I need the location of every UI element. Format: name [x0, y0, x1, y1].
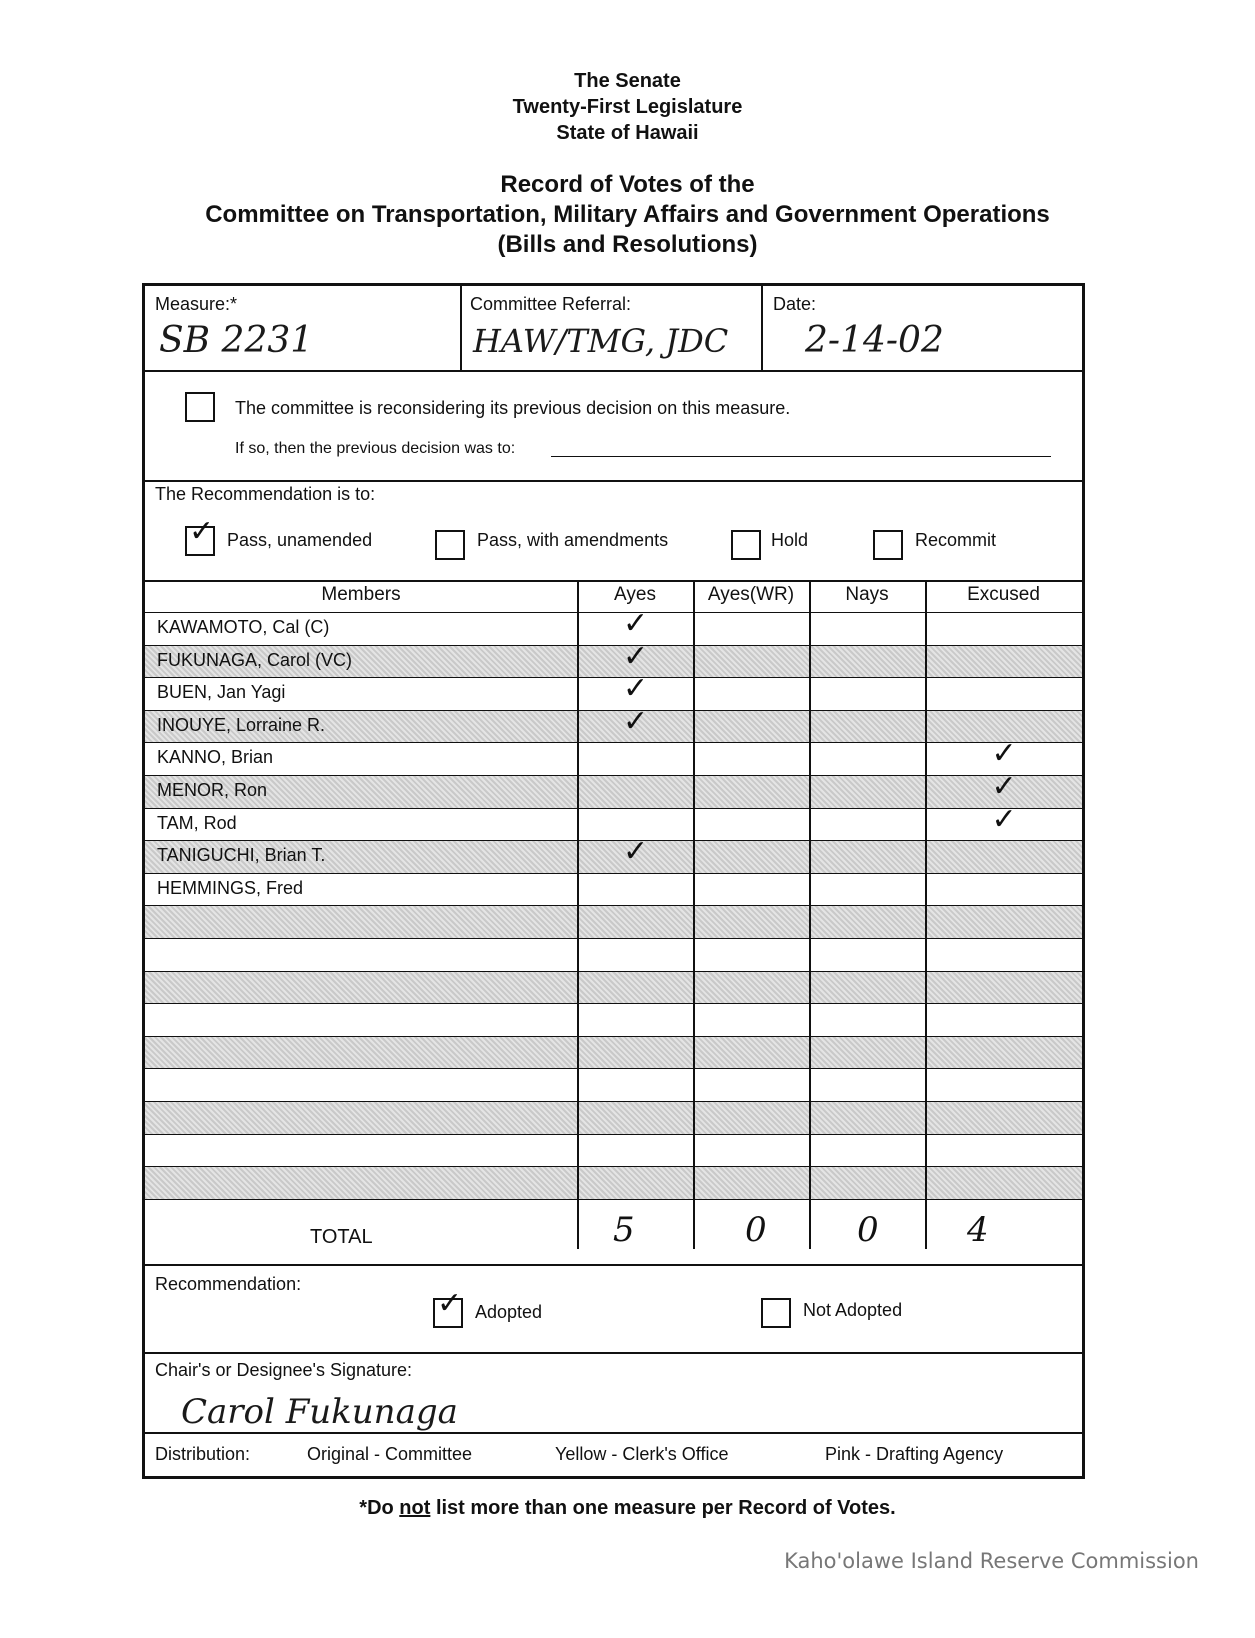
- member-name: BUEN, Jan Yagi: [157, 682, 286, 703]
- total-label: TOTAL: [310, 1226, 373, 1248]
- member-name: HEMMINGS, Fred: [157, 877, 304, 898]
- vote-checkmark-icon: ✓: [623, 703, 649, 739]
- divider: [145, 710, 1082, 711]
- checkmark-icon: ✓: [437, 1286, 463, 1321]
- date-label: Date:: [773, 294, 817, 314]
- vote-checkmark-icon: ✓: [623, 638, 649, 674]
- signature-value[interactable]: Carol Fukunaga: [181, 1392, 458, 1432]
- member-name: TAM, Rod: [157, 812, 237, 833]
- legislature-title: Twenty-First Legislature: [512, 96, 743, 118]
- pass-with-amendments-label: Pass, with amendments: [477, 530, 669, 550]
- divider: [145, 612, 1082, 613]
- checkmark-icon: ✓: [189, 514, 215, 549]
- column-header-excused: Excused: [967, 584, 1040, 605]
- divider: [145, 1036, 1082, 1037]
- recommit-label: Recommit: [915, 530, 997, 550]
- distribution-pink: Pink - Drafting Agency: [825, 1444, 1004, 1464]
- vote-checkmark-icon: ✓: [623, 606, 649, 641]
- pass-with-amendments-checkbox[interactable]: [435, 530, 465, 560]
- senate-header: [0, 68, 1255, 146]
- state-title: State of Hawaii: [556, 122, 699, 144]
- recommit-checkbox[interactable]: [873, 530, 903, 560]
- credit-text: Kaho'olawe Island Reserve Commission: [784, 1549, 1199, 1573]
- divider: [145, 905, 1082, 906]
- distribution-original: Original - Committee: [307, 1444, 473, 1464]
- form-title-line2: Committee on Transportation, Military Affairs and Government Operations: [205, 201, 1050, 228]
- referral-label: Committee Referral:: [470, 294, 632, 314]
- divider: [145, 645, 1082, 646]
- column-header-members: Members: [321, 584, 401, 605]
- divider: [761, 286, 763, 370]
- form-title-line1: Record of Votes of the: [500, 171, 755, 198]
- not-adopted-checkbox[interactable]: [761, 1298, 791, 1328]
- footnote: [0, 1497, 1255, 1520]
- vote-checkmark-icon: ✓: [623, 834, 649, 870]
- footnote-not: not: [399, 1497, 431, 1519]
- divider: [145, 808, 1082, 809]
- total-excused: 4: [967, 1210, 989, 1250]
- recommendation-is-label: The Recommendation is to:: [155, 484, 376, 504]
- reconsider-checkbox[interactable]: [185, 392, 215, 422]
- vote-record-form: [142, 283, 1085, 1479]
- divider: [145, 480, 1082, 482]
- divider: [145, 1166, 1082, 1167]
- member-name: MENOR, Ron: [157, 780, 268, 800]
- column-header-ayeswr: Ayes(WR): [707, 584, 795, 605]
- divider: [809, 582, 811, 1249]
- form-title: [0, 170, 1255, 260]
- measure-label: Measure:*: [155, 294, 238, 314]
- divider: [145, 1101, 1082, 1102]
- divider: [925, 582, 927, 1249]
- not-adopted-label: Not Adopted: [803, 1300, 903, 1320]
- divider: [577, 582, 579, 1249]
- divider: [145, 1003, 1082, 1004]
- divider: [145, 370, 1082, 372]
- divider: [145, 873, 1082, 874]
- member-name: TANIGUCHI, Brian T.: [157, 845, 326, 866]
- pass-unamended-checkbox[interactable]: [185, 514, 215, 556]
- shaded-row: [145, 905, 1082, 938]
- form-title-line3: (Bills and Resolutions): [497, 231, 758, 258]
- divider: [145, 677, 1082, 678]
- vote-checkmark-icon: ✓: [991, 769, 1017, 804]
- adopted-label: Adopted: [475, 1302, 543, 1322]
- total-nays: 0: [857, 1210, 879, 1250]
- date-value[interactable]: 2-14-02: [805, 320, 944, 361]
- distribution-yellow: Yellow - Clerk's Office: [555, 1444, 729, 1464]
- shaded-row: [145, 971, 1082, 1004]
- recommendation-label: Recommendation:: [155, 1274, 302, 1294]
- vote-checkmark-icon: ✓: [623, 671, 649, 707]
- senate-title: The Senate: [574, 70, 681, 92]
- shaded-row: [145, 1036, 1082, 1069]
- distribution-label: Distribution:: [155, 1444, 251, 1464]
- total-ayes: 5: [613, 1210, 635, 1250]
- signature-label: Chair's or Designee's Signature:: [155, 1360, 413, 1380]
- column-header-nays: Nays: [845, 584, 889, 605]
- divider: [145, 742, 1082, 743]
- referral-value[interactable]: HAW/TMG, JDC: [473, 322, 729, 360]
- pass-unamended-label: Pass, unamended: [227, 530, 373, 550]
- hold-checkbox[interactable]: [731, 530, 761, 560]
- divider: [145, 1352, 1082, 1354]
- divider: [145, 580, 1082, 582]
- divider: [145, 971, 1082, 972]
- vote-checkmark-icon: ✓: [991, 736, 1017, 772]
- total-ayes-wr: 0: [745, 1210, 767, 1250]
- divider: [693, 582, 695, 1249]
- member-name: KAWAMOTO, Cal (C): [157, 617, 330, 637]
- adopted-checkbox[interactable]: [433, 1286, 463, 1328]
- vote-checkmark-icon: ✓: [991, 801, 1017, 837]
- footnote-post: list more than one measure per Record of Votes.: [430, 1497, 896, 1519]
- previous-decision-label: If so, then the previous decision was to:: [235, 440, 516, 457]
- divider: [145, 775, 1082, 776]
- divider: [145, 938, 1082, 939]
- hold-label: Hold: [771, 530, 809, 550]
- column-header-ayes: Ayes: [614, 584, 656, 605]
- divider: [145, 1199, 1082, 1200]
- previous-decision-line[interactable]: [551, 456, 1051, 457]
- divider: [145, 1068, 1082, 1069]
- member-name: KANNO, Brian: [157, 747, 274, 768]
- shaded-row: [145, 1101, 1082, 1134]
- shaded-row: [145, 775, 1082, 808]
- divider: [145, 1134, 1082, 1135]
- member-name: FUKUNAGA, Carol (VC): [157, 649, 353, 670]
- divider: [145, 840, 1082, 841]
- member-name: INOUYE, Lorraine R.: [157, 714, 326, 735]
- divider: [145, 1432, 1082, 1434]
- measure-value[interactable]: SB 2231: [159, 320, 314, 361]
- divider: [145, 1264, 1082, 1266]
- shaded-row: [145, 1166, 1082, 1199]
- divider: [460, 286, 462, 370]
- reconsider-text: The committee is reconsidering its previous decision on this measure.: [235, 398, 791, 418]
- footnote-pre: *Do: [359, 1497, 400, 1519]
